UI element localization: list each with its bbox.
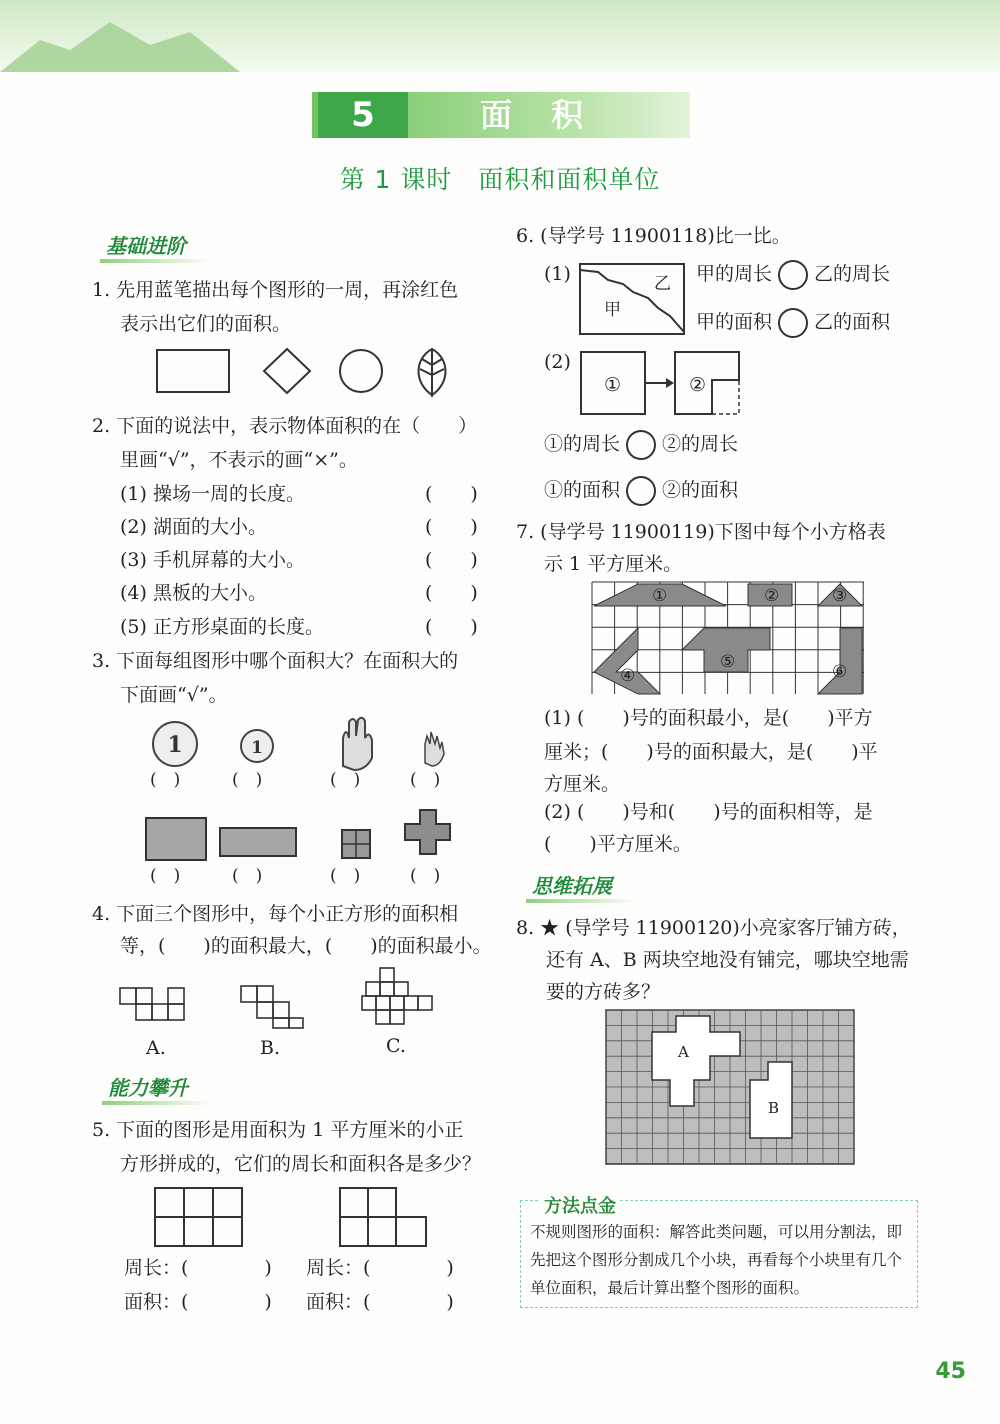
q6-c2: 乙的周长 (814, 263, 891, 285)
q5-line2: 方形拼成的，它们的周长和面积各是多少？ (120, 1153, 482, 1175)
q7-mark-1: ① (652, 586, 668, 606)
q5-perimeter-2[interactable]: 周长：( ) (306, 1257, 454, 1279)
q6-c5: ①的周长 (544, 433, 621, 455)
q7-mark-4: ④ (620, 666, 636, 686)
q7-answer-5: ( )平方厘米。 (544, 833, 692, 855)
method-text: 不规则图形的面积：解答此类问题，可以用分割法，即先把这个图形分割成几个小块，再看每个小块里有几个单位面积，最后计算出整个图形的面积。 (530, 1223, 903, 1297)
chapter-title: 面 积 (480, 96, 598, 134)
q2-item-4: (4) 黑板的大小。 (120, 582, 267, 604)
q6-c7: ①的面积 (544, 479, 621, 501)
lesson-title: 第 1 课时 面积和面积单位 (339, 165, 661, 194)
q5-area-2[interactable]: 面积：( ) (306, 1291, 454, 1313)
q3-blank-3[interactable]: ( ) (330, 770, 361, 790)
q6-compare-2 (696, 306, 890, 338)
q7-mark-6: ⑥ (832, 662, 848, 682)
q8-tile-floor (606, 1010, 856, 1166)
q3-blank-2[interactable]: ( ) (232, 770, 263, 790)
q6-jia: 甲 (604, 300, 621, 320)
q6-line1: 6. (导学号 11900118)比一比。 (516, 225, 791, 247)
q4-line1: 4. 下面三个图形中，每个小正方形的面积相 (92, 903, 459, 925)
q5-area-1[interactable]: 面积：( ) (124, 1291, 272, 1313)
q6-part2-label: (2) (544, 351, 571, 373)
q6-circle-4[interactable] (626, 476, 656, 506)
q7-mark-2: ② (764, 586, 780, 606)
q6-shape-1: ① (604, 374, 622, 396)
q6-c3: 甲的面积 (696, 311, 773, 333)
q6-circle-1[interactable] (778, 260, 808, 290)
q8-line1: 8. ★ (导学号 11900120)小亮家客厅铺方砖， (516, 917, 911, 939)
q3-blank-1[interactable]: ( ) (150, 770, 181, 790)
section-ability: 能力攀升 (108, 1072, 188, 1101)
q5-figures (150, 1184, 440, 1250)
section-basic: 基础进阶 (106, 230, 186, 259)
q2-blank-2[interactable]: ( ) (425, 516, 478, 538)
q7-mark-5: ⑤ (720, 652, 736, 672)
svg-text:1: 1 (167, 732, 183, 758)
mountain-decoration (0, 10, 260, 72)
q1-shapes (150, 345, 460, 400)
q8-line3: 要的方砖多？ (546, 981, 661, 1003)
q3-line1: 3. 下面每组图形中哪个面积大？在面积大的 (92, 650, 459, 672)
q8-line2: 还有 A、B 两块空地没有铺完，哪块空地需 (546, 949, 909, 971)
q2-item-2: (2) 湖面的大小。 (120, 516, 267, 538)
q6-shape-2: ② (689, 374, 707, 396)
q2-item-1: (1) 操场一周的长度。 (120, 483, 305, 505)
q2-line2: 里画“√”，不表示的画“×”。 (120, 449, 358, 471)
q2-blank-1[interactable]: ( ) (425, 483, 478, 505)
q1-line1: 1. 先用蓝笔描出每个图形的一周，再涂红色 (92, 279, 459, 301)
q2-blank-4[interactable]: ( ) (425, 582, 478, 604)
q7-answer-1: (1) ( )号的面积最小，是( )平方 (544, 707, 873, 729)
q6-c4: 乙的面积 (814, 311, 891, 333)
q6-part1-label: (1) (544, 263, 571, 285)
q4-line2: 等，( )的面积最大，( )的面积最小。 (120, 935, 492, 957)
q5-line1: 5. 下面的图形是用面积为 1 平方厘米的小正 (92, 1119, 464, 1141)
q1-line2: 表示出它们的面积。 (120, 313, 292, 335)
q7-line1: 7. (导学号 11900119)下图中每个小方格表 (516, 521, 886, 543)
page-number: 45 (935, 1359, 966, 1384)
q2-line1: 2. 下面的说法中，表示物体面积的在（ ） (92, 415, 478, 437)
q5-perimeter-1[interactable]: 周长：( ) (124, 1257, 272, 1279)
chapter-number: 5 (318, 92, 408, 138)
q7-mark-3: ③ (832, 586, 848, 606)
q3-line2: 下面画“√”。 (120, 684, 228, 706)
q3-blank-4[interactable]: ( ) (410, 770, 441, 790)
q3-blank-7[interactable]: ( ) (330, 866, 361, 886)
q8-label-a: A (678, 1043, 689, 1061)
q6-compare-1 (696, 258, 890, 290)
method-title: 方法点金 (540, 1192, 620, 1218)
q6-compare-3 (544, 428, 738, 460)
q6-compare-4 (544, 474, 738, 506)
q6-c6: ②的周长 (662, 433, 739, 455)
q4-label-c: C. (386, 1035, 406, 1057)
q2-item-3: (3) 手机屏幕的大小。 (120, 549, 305, 571)
section-thinking: 思维拓展 (532, 870, 612, 899)
q7-answer-2: 厘米；( )号的面积最大，是( )平 (544, 741, 878, 763)
q6-yi: 乙 (654, 274, 671, 294)
q4-label-b: B. (260, 1037, 281, 1059)
q6-figure-1 (578, 262, 688, 334)
q6-circle-2[interactable] (778, 308, 808, 338)
q8-label-b: B (768, 1099, 780, 1117)
q6-c8: ②的面积 (662, 479, 739, 501)
q3-blank-5[interactable]: ( ) (150, 866, 181, 886)
q3-blank-6[interactable]: ( ) (232, 866, 263, 886)
q6-c1: 甲的周长 (696, 263, 773, 285)
q3-blank-8[interactable]: ( ) (410, 866, 441, 886)
q7-answer-3: 方厘米。 (544, 773, 621, 795)
q4-figures (118, 966, 448, 1031)
q7-line2: 示 1 平方厘米。 (544, 553, 683, 575)
q2-blank-5[interactable]: ( ) (425, 616, 478, 638)
q7-answer-4: (2) ( )号和( )号的面积相等，是 (544, 801, 873, 823)
q4-label-a: A. (146, 1037, 166, 1059)
q2-blank-3[interactable]: ( ) (425, 549, 478, 571)
svg-text:1: 1 (251, 738, 263, 758)
q6-circle-3[interactable] (626, 430, 656, 460)
q2-item-5: (5) 正方形桌面的长度。 (120, 616, 324, 638)
